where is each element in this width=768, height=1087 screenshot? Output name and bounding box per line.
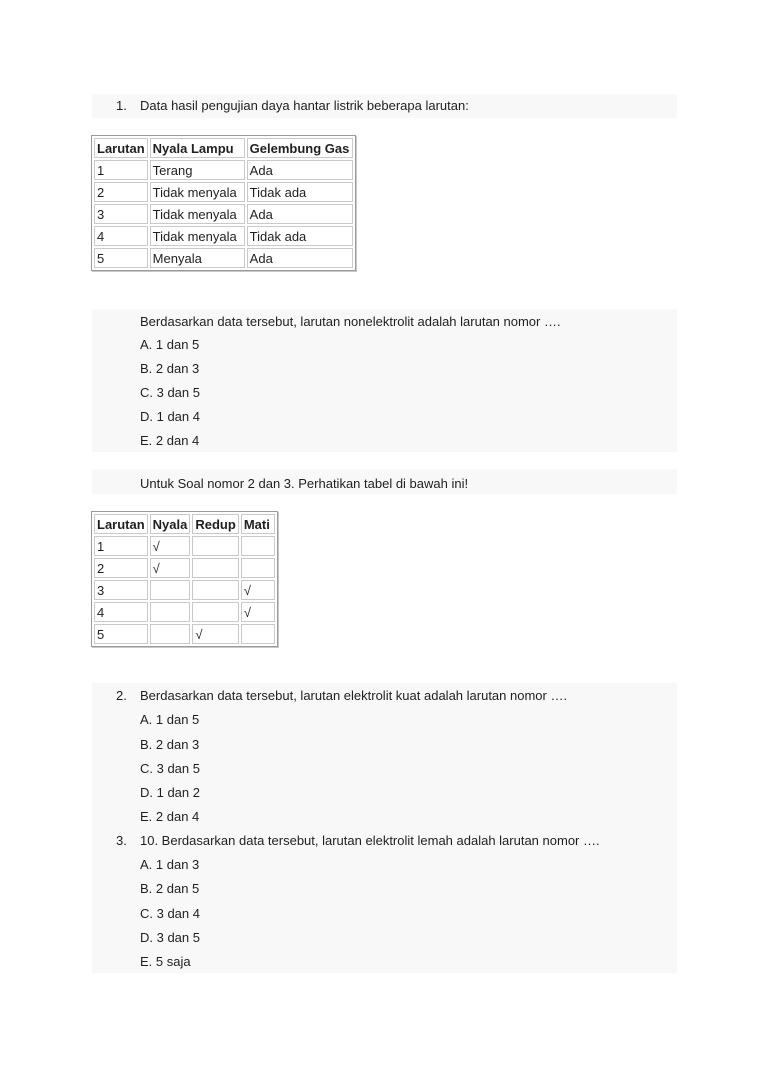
table-cell: 3 [94,580,148,600]
table-2-header-redup: Redup [192,514,238,534]
table-2 [91,511,278,647]
table-1-header-larutan: Larutan [94,138,148,158]
table-cell: √ [241,602,275,622]
table-cell [241,624,275,644]
table-cell [241,536,275,556]
q2-option-c: C. 3 dan 5 [140,761,200,776]
q3-number: 3. [116,833,127,848]
table-cell: Terang [150,160,245,180]
table-cell: Menyala [150,248,245,268]
table-row [94,182,353,202]
q3-option-d: D. 3 dan 5 [140,930,200,945]
q3-option-e: E. 5 saja [140,954,191,969]
table-1-header-row [94,138,353,158]
table-cell: Tidak ada [247,182,353,202]
table-cell: √ [192,624,238,644]
q2-number: 2. [116,688,127,703]
q2-option-b: B. 2 dan 3 [140,737,200,752]
table-1-header-nyala-lampu: Nyala Lampu [150,138,245,158]
table-cell: Tidak menyala [150,204,245,224]
table-cell: 5 [94,248,148,268]
q1-options-band [92,309,677,452]
table-cell: Tidak ada [247,226,353,246]
table-row [94,226,353,246]
table-cell: √ [241,580,275,600]
q3-option-b: B. 2 dan 5 [140,881,200,896]
table-row [94,602,275,622]
q2-option-d: D. 1 dan 2 [140,785,200,800]
table-cell: Tidak menyala [150,226,245,246]
table-cell [192,536,238,556]
table-cell [150,602,191,622]
q1-text: Data hasil pengujian daya hantar listrik beberapa larutan: [140,98,469,113]
table-row [94,160,353,180]
table-row [94,558,275,578]
table-cell: Ada [247,204,353,224]
q1-option-e: E. 2 dan 4 [140,433,200,448]
table-cell: 4 [94,226,148,246]
q3-option-a: A. 1 dan 3 [140,857,200,872]
table-cell: 2 [94,182,148,202]
table-cell: 1 [94,160,148,180]
table-cell [150,580,191,600]
q1-option-d: D. 1 dan 4 [140,409,200,424]
table-cell: 2 [94,558,148,578]
table-2-header-larutan: Larutan [94,514,148,534]
q3-option-c: C. 3 dan 4 [140,906,200,921]
table-cell: 4 [94,602,148,622]
table-row [94,536,275,556]
table-2-header-mati: Mati [241,514,275,534]
q2-option-a: A. 1 dan 5 [140,712,200,727]
q3-question: 10. Berdasarkan data tersebut, larutan elektrolit lemah adalah larutan nomor …. [140,833,600,848]
table-cell: √ [150,558,191,578]
q2-option-e: E. 2 dan 4 [140,809,200,824]
table-cell: √ [150,536,191,556]
table-2-header-nyala: Nyala [150,514,191,534]
q1-option-c: C. 3 dan 5 [140,385,200,400]
table-cell [192,558,238,578]
table-cell: 1 [94,536,148,556]
table-cell [192,602,238,622]
table-cell: Ada [247,248,353,268]
table-row [94,580,275,600]
intro-text: Untuk Soal nomor 2 dan 3. Perhatikan tabel di bawah ini! [140,476,469,491]
q1-question: Berdasarkan data tersebut, larutan nonelektrolit adalah larutan nomor …. [140,314,561,329]
q1-option-b: B. 2 dan 3 [140,361,200,376]
table-cell: 5 [94,624,148,644]
table-1-header-gelembung-gas: Gelembung Gas [247,138,353,158]
q1-option-a: A. 1 dan 5 [140,337,200,352]
table-cell: Tidak menyala [150,182,245,202]
table-cell [150,624,191,644]
table-1 [91,135,356,271]
table-row [94,204,353,224]
table-2-header-row [94,514,275,534]
q1-number: 1. [116,98,127,113]
table-cell: Ada [247,160,353,180]
table-row [94,624,275,644]
table-cell [241,558,275,578]
table-row [94,248,353,268]
table-cell [192,580,238,600]
table-cell: 3 [94,204,148,224]
q2-question: Berdasarkan data tersebut, larutan elektrolit kuat adalah larutan nomor …. [140,688,568,703]
